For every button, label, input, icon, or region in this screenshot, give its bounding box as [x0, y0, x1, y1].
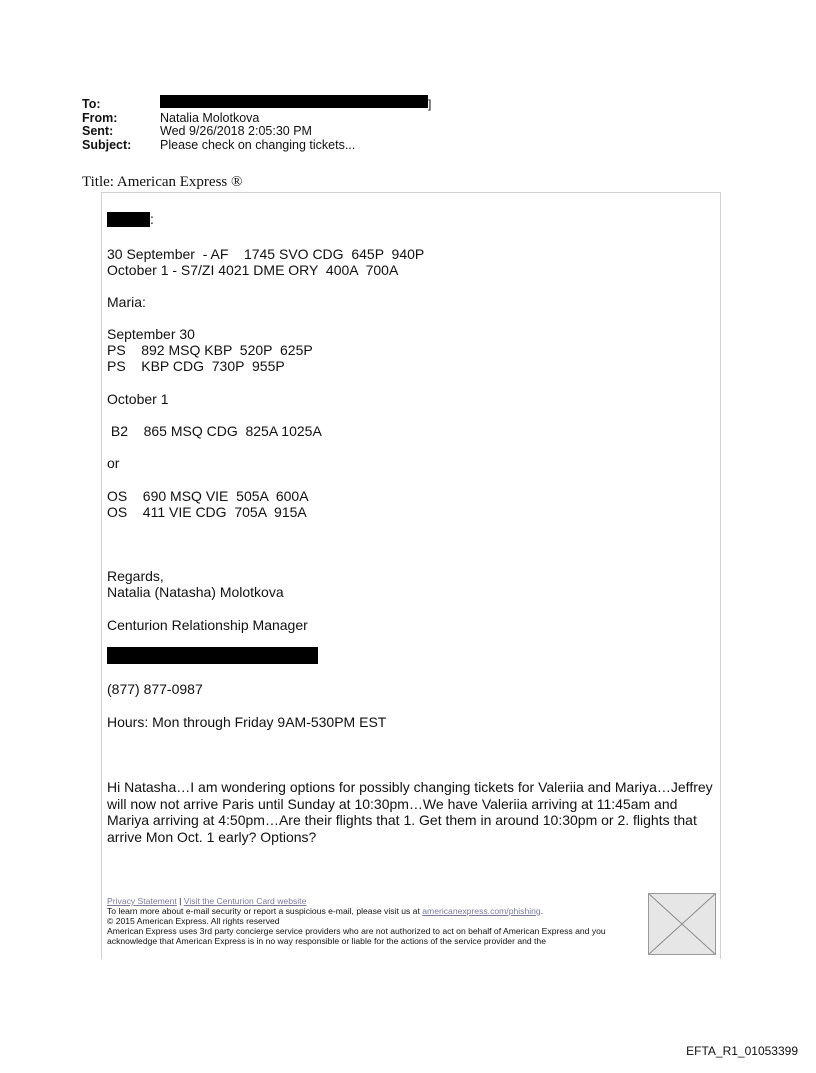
oct1-option-2-line-1: OS 690 MSQ VIE 505A 600A [107, 488, 309, 504]
signature-name: Natalia (Natasha) Molotkova [107, 584, 284, 600]
phone-number: (877) 877-0987 [107, 681, 203, 697]
redacted-signature-line [107, 647, 318, 664]
maria-label: Maria: [107, 294, 146, 310]
email-footer [107, 896, 647, 946]
signature-title: Centurion Relationship Manager [107, 617, 308, 633]
title-line: Title: American Express ® [82, 174, 243, 190]
disclaimer: American Express uses 3rd party concierge service providers who are not authorized to act on behalf of American Express and you acknowledge that American Express is in no way responsible or liable for the actions of the service provider and the [107, 926, 606, 946]
redacted-recipient [160, 95, 428, 108]
centurion-website-link[interactable]: Visit the Centurion Card website [183, 896, 307, 906]
placeholder-image-icon [648, 893, 716, 955]
to-trailing: ] [428, 97, 432, 111]
redacted-salutation-name [107, 212, 150, 227]
to-row [82, 98, 431, 112]
oct1-label: October 1 [107, 391, 169, 407]
document-id: EFTA_R1_01053399 [686, 1044, 798, 1058]
reply-paragraph: Hi Natasha…I am wondering options for possibly changing tickets for Valeriia and Mariya…Jeffrey will now not arrive Paris until Sunday at 10:30pm…We have Valeriia arriving at 11:45am and Mariya arriving at 4:50pm…Are their flights that 1. Get them in around 10:30pm or 2. flights that arrive Mon Oct. 1 early? Options? [107, 779, 713, 845]
sept30-label: September 30 [107, 326, 195, 342]
salutation-suffix: : [150, 211, 154, 227]
to-label: To: [82, 97, 101, 111]
regards: Regards, [107, 568, 164, 584]
subject-label: Subject: [82, 137, 132, 152]
sent-label: Sent: [82, 124, 114, 138]
phishing-link[interactable]: americanexpress.com/phishing [422, 906, 541, 916]
sept30-flight-2: PS KBP CDG 730P 955P [107, 358, 285, 374]
sept30-flight-1: PS 892 MSQ KBP 520P 625P [107, 342, 313, 358]
or-label: or [107, 455, 120, 471]
subject-row [82, 139, 431, 153]
itinerary-line-2: October 1 - S7/ZI 4021 DME ORY 400A 700A [107, 262, 399, 278]
oct1-option-2-line-2: OS 411 VIE CDG 705A 915A [107, 504, 307, 520]
footer-link-separator: | [176, 896, 184, 906]
email-header [82, 98, 431, 152]
image-placeholder-cross-icon [649, 894, 715, 954]
hours: Hours: Mon through Friday 9AM-530PM EST [107, 714, 387, 730]
oct1-option-1: B2 865 MSQ CDG 825A 1025A [107, 423, 322, 439]
sent-row [82, 125, 431, 139]
footer-links [107, 896, 647, 906]
from-label: From: [82, 110, 118, 125]
itinerary-line-1: 30 September - AF 1745 SVO CDG 645P 940P [107, 246, 425, 262]
from-row [82, 112, 431, 126]
copyright: © 2015 American Express. All rights reserved [107, 916, 280, 926]
privacy-statement-link[interactable]: Privacy Statement [107, 896, 177, 906]
salutation [107, 211, 154, 227]
from-value: Natalia Molotkova [160, 110, 260, 125]
security-notice: To learn more about e-mail security or report a suspicious e-mail, please visit us at americanexpress.com/phishing. [107, 906, 544, 916]
subject-value: Please check on changing tickets... [160, 137, 356, 152]
sent-value: Wed 9/26/2018 2:05:30 PM [160, 124, 312, 138]
